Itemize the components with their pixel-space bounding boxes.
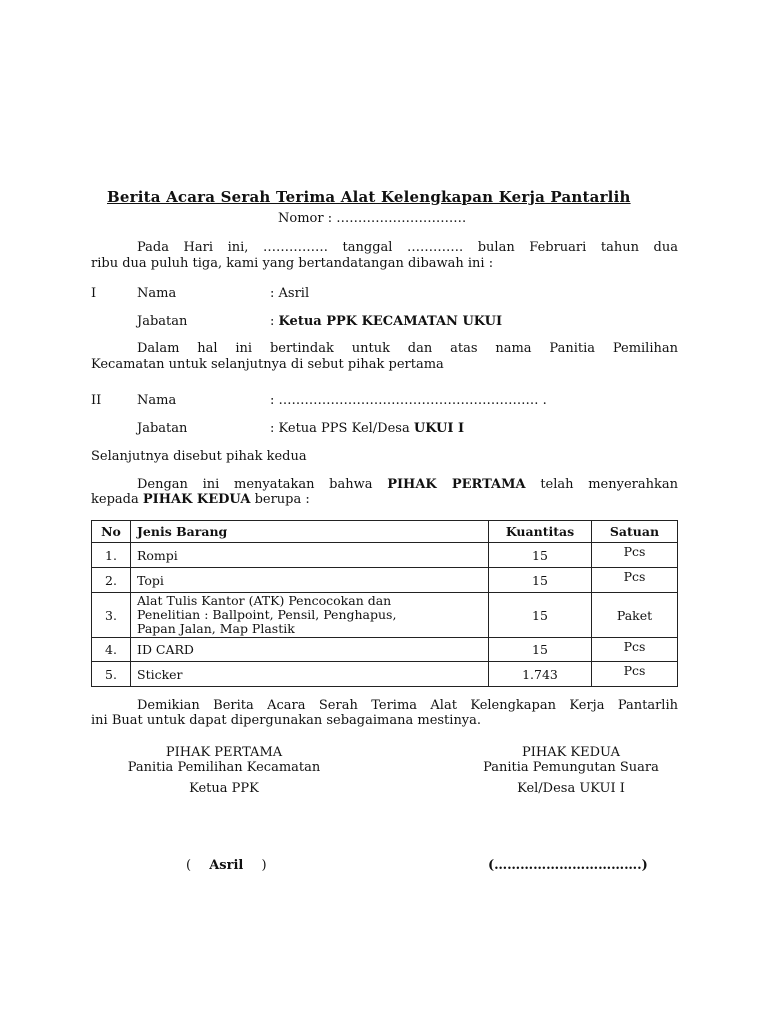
row-item: Sticker	[131, 662, 489, 687]
row-item: Topi	[131, 568, 489, 593]
opening-line-1: Pada Hari ini, …………… tanggal …………. bulan Februari tahun dua	[137, 240, 678, 255]
row-qty: 15	[489, 568, 592, 593]
party2-name-value: : …………………………………………………… .	[270, 393, 547, 408]
row-unit: Pcs	[592, 568, 678, 593]
party2-numeral: II	[91, 393, 102, 408]
sig-left-org: Panitia Pemilihan Kecamatan	[127, 760, 321, 775]
header-qty: Kuantitas	[489, 521, 592, 543]
opening-line-2: ribu dua puluh tiga, kami yang bertandatangan dibawah ini :	[91, 256, 494, 271]
row-qty: 1.743	[489, 662, 592, 687]
row-no: 1.	[92, 543, 131, 568]
document-number: Nomor : …………………………	[278, 211, 467, 226]
table-row	[92, 662, 678, 687]
statement-line-2: kepada PIHAK KEDUA berupa :	[91, 492, 310, 507]
party2-name-label: Nama	[137, 393, 177, 408]
sig-left-title: Ketua PPK	[189, 781, 259, 796]
party2-position-label: Jabatan	[137, 421, 188, 436]
row-item: ID CARD	[131, 638, 489, 662]
row-no: 2.	[92, 568, 131, 593]
row-no: 3.	[92, 593, 131, 638]
table-row	[92, 568, 678, 593]
items-table	[91, 520, 678, 687]
row-item: Rompi	[131, 543, 489, 568]
row-no: 4.	[92, 638, 131, 662]
party1-numeral: I	[91, 286, 97, 301]
party1-position-value: : Ketua PPK KECAMATAN UKUI	[270, 314, 503, 329]
closing-line-1: Demikian Berita Acara Serah Terima Alat Kelengkapan Kerja Pantarlih	[137, 698, 678, 713]
sig-right-title: Kel/Desa UKUI I	[517, 781, 625, 796]
header-unit: Satuan	[592, 521, 678, 543]
sig-right-org: Panitia Pemungutan Suara	[483, 760, 659, 775]
header-no: No	[92, 521, 131, 543]
row-qty: 15	[489, 638, 592, 662]
table-row	[92, 638, 678, 662]
row-qty: 15	[489, 593, 592, 638]
row-no: 5.	[92, 662, 131, 687]
row-unit: Paket	[592, 593, 678, 638]
party1-name-label: Nama	[137, 286, 177, 301]
row-qty: 15	[489, 543, 592, 568]
sig-right-name: (…………………………….)	[488, 858, 648, 873]
table-row	[92, 593, 678, 638]
table-row	[92, 543, 678, 568]
row-unit: Pcs	[592, 638, 678, 662]
closing-line-2: ini Buat untuk dapat dipergunakan sebagaimana mestinya.	[91, 713, 482, 728]
party2-desc: Selanjutnya disebut pihak kedua	[91, 449, 307, 464]
party1-desc-line-2: Kecamatan untuk selanjutnya di sebut pihak pertama	[91, 357, 444, 372]
party1-position-label: Jabatan	[137, 314, 188, 329]
party1-desc-line-1: Dalam hal ini bertindak untuk dan atas nama Panitia Pemilihan	[137, 341, 678, 356]
sig-left-role: PIHAK PERTAMA	[165, 745, 283, 760]
party2-position-value: : Ketua PPS Kel/Desa UKUI I	[270, 421, 465, 436]
party1-name-value: : Asril	[270, 286, 310, 301]
sig-right-role: PIHAK KEDUA	[521, 745, 621, 760]
row-unit: Pcs	[592, 543, 678, 568]
document-title: Berita Acara Serah Terima Alat Kelengkapan Kerja Pantarlih	[107, 188, 631, 206]
header-item: Jenis Barang	[131, 521, 489, 543]
row-unit: Pcs	[592, 662, 678, 687]
sig-left-name: ( Asril )	[186, 858, 267, 873]
statement-line-1: Dengan ini menyatakan bahwa PIHAK PERTAMA telah menyerahkan	[137, 477, 678, 492]
table-header-row	[92, 521, 678, 543]
row-item: Alat Tulis Kantor (ATK) Pencocokan dan Penelitian : Ballpoint, Pensil, Penghapus, Papan Jalan, Map Plastik	[131, 593, 489, 638]
